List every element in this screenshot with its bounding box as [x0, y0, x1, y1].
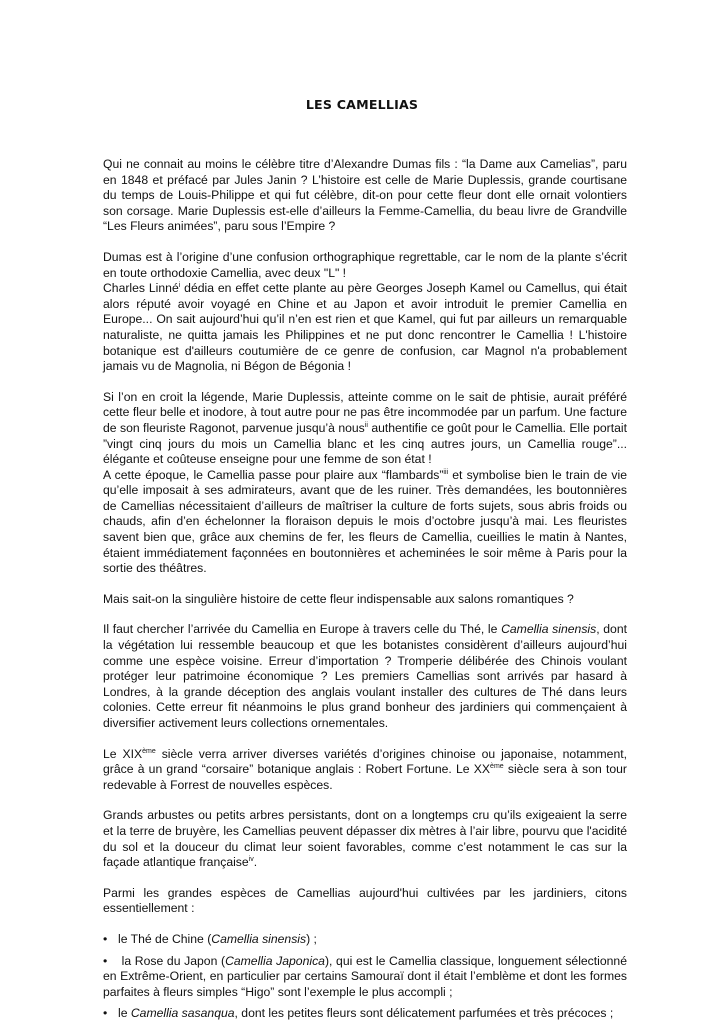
list-item: [103, 932, 627, 948]
text-run: Grands arbustes ou petits arbres persistants, dont on a longtemps cru qu’ils exigeaient la serre et la terre de bruyère, les Camellias peuvent dépasser dix mètres à l’air libre, pourvu que l'acidité du sol et la douceur du climat leur soient favorables, comme c’est notamment le cas sur la façade atlantique française: [103, 808, 627, 870]
paragraph-text: [103, 281, 627, 375]
text-run: et symbolise bien le train de vie qu’elle imposait à ses admirateurs, avant que de les ruiner. Très demandées, les boutonnières de Camellias nécessitaient d’ailleurs de maîtriser la culture de forts sujets, sous abris froids ou chauds, afin d’en échelonner la floraison depuis le mois d’octobre jusqu’à mai. Les fleuristes savent bien que, grâce aux chemins de fer, les fleurs de Camellia, cueillies le matin à Nantes, étaient immédiatement façonnées en boutonnières et acheminées le soir même à Paris pour la sortie des théâtres.: [103, 467, 627, 576]
text-run: , dont la végétation lui ressemble beaucoup et que les botanistes considèrent d’ailleurs aujourd’hui comme une espèce voisine. Erreur d’importation ? Tromperie délibérée des Chinois voulant protéger leur patrimoine économique ? Les premiers Camellias sont arrivés par hasard à Londres, à la grande déception des anglais voulant installer des cultures de Thé dans leurs colonies. Cette erreur fit néanmoins le plus grand bonheur des jardiniers qui commençaient à diversifier activement leurs collections ornementales.: [103, 622, 628, 730]
paragraph-text: [103, 747, 627, 794]
bullet-icon: •: [103, 953, 108, 968]
text-run: Il faut chercher l’arrivée du Camellia en Europe à travers celle du Thé, le: [103, 622, 502, 637]
paragraph-text: [103, 390, 627, 468]
paragraph-xix-siecle: [103, 747, 627, 794]
bullet-icon: •: [103, 1006, 108, 1021]
paragraph-text: Mais sait-on la singulière histoire de cette fleur indispensable aux salons romantiques ?: [103, 591, 574, 606]
paragraph-text: [103, 622, 627, 731]
paragraph-text: Dumas est à l’origine d’une confusion orthographique regrettable, car le nom de la plante s’écrit en toute orthodoxie Camellia, avec deux "L" !: [103, 249, 627, 280]
footnote-ref: i: [178, 282, 181, 290]
text-run: , dont les petites fleurs sont délicatement parfumées et très précoces ;: [234, 1006, 614, 1021]
paragraph-especes: [103, 886, 627, 917]
text-run: Le XIX: [103, 746, 143, 761]
paragraph-question: [103, 592, 627, 608]
species-name: Camellia sinensis: [501, 622, 597, 637]
text-run: dédia en effet cette plante au père Georges Joseph Kamel ou Camellus, qui était alors réputé avoir voyagé en Chine et au Japon et avoir introduit le premier Camellia en Europe... On sait aujourd’hui qu’il n’en est rien et que Kamel, qui fut par ailleurs un remarquable naturaliste, ne quitta jamais les Philippines et ne put donc rencontrer le Camellia ! L'histoire botanique est d'ailleurs coutumière de ce genre de confusion, car Magnol n'a probablement jamais vu de Magnolia, ni Bégon de Bégonia !: [103, 281, 627, 374]
text-run: le Thé de Chine (: [118, 931, 212, 946]
paragraph-orthographe: [103, 250, 627, 375]
page-title: LES CAMELLIAS: [305, 97, 419, 112]
paragraph-text: Qui ne connait au moins le célèbre titre d’Alexandre Dumas fils : “la Dame aux Camelias”, paru en 1848 et préfacé par Jules Janin ? L’histoire est celle de Marie Duplessis, grande courtisane du temps de Louis-Philippe et qui fut célèbre, dit-on pour cette fleur dont elle ornait volontiers son corsage. Marie Duplessis est-elle d’ailleurs la Femme-Camellia, du beau livre de Grandville “Les Fleurs animées”, paru sous l’Empire ?: [103, 157, 627, 234]
paragraph-text: [103, 808, 627, 870]
list-item: [103, 954, 627, 1001]
footnote-ref: iv: [248, 856, 254, 864]
species-name: Camellia sasanqua: [130, 1006, 235, 1021]
text-run: ) ;: [306, 931, 317, 946]
paragraph-arbustes: [103, 808, 627, 870]
paragraph-text: Parmi les grandes espèces de Camellias aujourd'hui cultivées par les jardiniers, citons essentiellement :: [103, 885, 627, 916]
text-run: siècle verra arriver diverses variétés d’origines chinoise ou japonaise, notamment, grâce à un grand “corsaire” botanique anglais : Robert Fortune. Le XX: [103, 746, 627, 777]
paragraph-the: [103, 622, 627, 731]
species-name: Camellia Japonica: [225, 953, 325, 968]
text-run: Si l’on en croit la légende, Marie Duplessis, atteinte comme on le sait de phtisie, aurait préféré cette fleur belle et inodore, à tout autre pour ne pas être incommodée par un parfum. Une facture de son fleuriste Ragonot, parvenue jusqu’à nous: [103, 389, 627, 435]
paragraph-text: [103, 468, 627, 577]
text-run: la Rose du Japon (: [118, 953, 226, 968]
text-run: Charles Linné: [103, 281, 179, 296]
footnote-ref: iii: [443, 468, 449, 476]
text-run: .: [253, 855, 258, 870]
document-body: [103, 157, 627, 1028]
species-name: Camellia sinensis: [211, 931, 307, 946]
text-run: ), qui est le Camellia classique, longuement sélectionné en Extrême-Orient, en particulier par certains Samouraï dont il était l’emblème et dont les formes parfaites à fleurs simples “Higo” sont l’exemple le plus accompli ;: [103, 953, 627, 999]
paragraph-legende: [103, 390, 627, 577]
text-run: A cette époque, le Camellia passe pour plaire aux “flambards”: [103, 467, 444, 482]
paragraph-dame-aux-camelias: [103, 157, 627, 235]
text-run: siècle sera à son tour redevable à Forrest de nouvelles espèces.: [103, 762, 627, 792]
text-run: le: [118, 1006, 131, 1021]
footnote-ref: ii: [364, 421, 368, 429]
bullet-icon: •: [103, 931, 108, 946]
superscript: ème: [142, 747, 156, 755]
text-run: authentifie ce goût pour le Camellia. Elle portait ”vingt cinq jours du mois un Camellia blanc et les cinq autres jours, un Camellia rouge”... élégante et coûteuse enseigne pour une femme de son état !: [103, 420, 627, 467]
superscript: ème: [490, 763, 504, 771]
list-item: [103, 1006, 627, 1022]
